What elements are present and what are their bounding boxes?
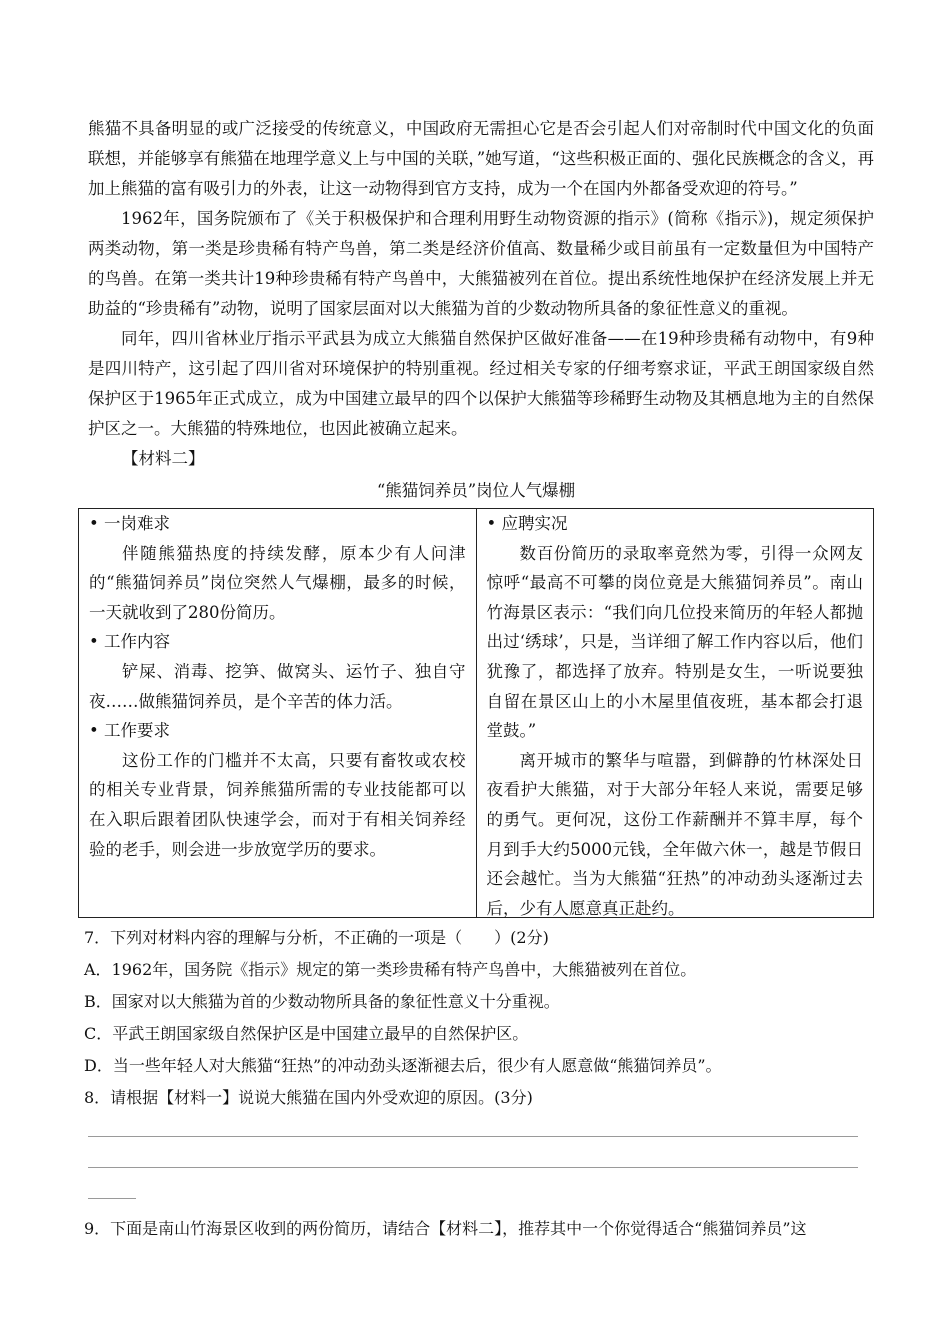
left-paragraph-1: 伴随熊猫热度的持续发酵，原本少有人问津的“熊猫饲养员”岗位突然人气爆棚，最多的时候，一天就收到了280份简历。 xyxy=(89,543,466,622)
left-paragraph-3: 这份工作的门槛并不太高，只要有畜牧或农校的相关专业背景，饲养熊猫所需的专业技能都可以在入职后跟着团队快速学会，而对于有相关饲养经验的老手，则会进一步放宽学历的要求。 xyxy=(89,750,466,859)
question-8: 8．请根据【材料一】说说大熊猫在国内外受欢迎的原因。(3分) xyxy=(84,1088,533,1107)
question-9: 9．下面是南山竹海景区收到的两份简历，请结合【材料二】，推荐其中一个你觉得适合“熊猫饲养员”这 xyxy=(84,1219,807,1238)
q7-option-a: A．1962年，国务院《指示》规定的第一类珍贵稀有特产鸟兽中，大熊猫被列在首位。 xyxy=(84,960,697,979)
table-left-column xyxy=(79,509,476,917)
material2-label: 【材料二】 xyxy=(122,449,205,468)
document-page xyxy=(84,114,874,1245)
q7-option-c: C．平武王朗国家级自然保护区是中国建立最早的自然保护区。 xyxy=(84,1024,529,1043)
left-heading-3: • 工作要求 xyxy=(89,721,170,741)
q7-option-d: D．当一些年轻人对大熊猫“狂热”的冲动劲头逐渐褪去后，很少有人愿意做“熊猫饲养员”。 xyxy=(84,1056,722,1075)
material1-paragraph-2: 1962年，国务院颁布了《关于积极保护和合理利用野生动物资源的指示》(简称《指示》)，规定须保护两类动物，第一类是珍贵稀有特产鸟兽，第二类是经济价值高、数量稀少或目前虽有一定数量但为中国特产的鸟兽。在第一类共计19种珍贵稀有特产鸟兽中，大熊猫被列在首位。提出系统性地保护在经济发展上并无助益的“珍贵稀有”动物，说明了国家层面对以大熊猫为首的少数动物所具备的象征性意义的重视。 xyxy=(88,209,874,318)
material1-paragraph-3: 同年，四川省林业厅指示平武县为成立大熊猫自然保护区做好准备——在19种珍贵稀有动物中，有9种是四川特产，这引起了四川省对环境保护的特别重视。经过相关专家的仔细考察求证，平武王朗国家级自然保护区于1965年正式成立，成为中国建立最早的四个以保护大熊猫等珍稀野生动物及其栖息地为主的自然保护区之一。大熊猫的特殊地位，也因此被确立起来。 xyxy=(88,329,874,438)
right-heading-1: • 应聘实况 xyxy=(486,514,568,533)
left-heading-2: • 工作内容 xyxy=(89,632,170,652)
right-paragraph-1: 数百份简历的录取率竟然为零，引得一众网友惊呼“最高不可攀的岗位竟是大熊猫饲养员”。南山竹海景区表示：“我们向几位投来简历的年轻人都抛出过‘绣球’，只是，当详细了解工作内容以后，他们犹豫了，都选择了放弃。特别是女生，一听说要独自留在景区山上的小木屋里值夜班，基本都会打退堂鼓。” xyxy=(486,543,863,741)
table-caption: “熊猫饲养员”岗位人气爆棚 xyxy=(376,481,576,500)
right-paragraph-2: 离开城市的繁华与喧嚣，到僻静的竹林深处日夜看护大熊猫，对于大部分年轻人来说，需要足够的勇气。更何况，这份工作薪酬并不算丰厚，每个月到手大约5000元钱，全年做六休一，越是节假日还会越忙。当为大熊猫“狂热”的冲动劲头逐渐过去后，少有人愿意真正赴约。 xyxy=(486,750,863,918)
q7-option-b: B．国家对以大熊猫为首的少数动物所具备的象征性意义十分重视。 xyxy=(84,992,560,1011)
table-right-column xyxy=(476,509,874,917)
material2-table xyxy=(78,508,874,918)
material1-paragraph-1: 熊猫不具备明显的或广泛接受的传统意义，中国政府无需担心它是否会引起人们对帝制时代中国文化的负面联想，并能够享有熊猫在地理学意义上与中国的关联，”她写道，“这些积极正面的、强化民族概念的含义，再加上熊猫的富有吸引力的外表，让这一动物得到官方支持，成为一个在国内外都备受欢迎的符号。” xyxy=(88,119,874,198)
left-paragraph-2: 铲屎、消毒、挖笋、做窝头、运竹子、独自守夜……做熊猫饲养员，是个辛苦的体力活。 xyxy=(89,661,466,711)
left-heading-1: • 一岗难求 xyxy=(89,514,170,533)
question-7: 7．下列对材料内容的理解与分析，不正确的一项是（ ）(2分) xyxy=(84,928,549,947)
